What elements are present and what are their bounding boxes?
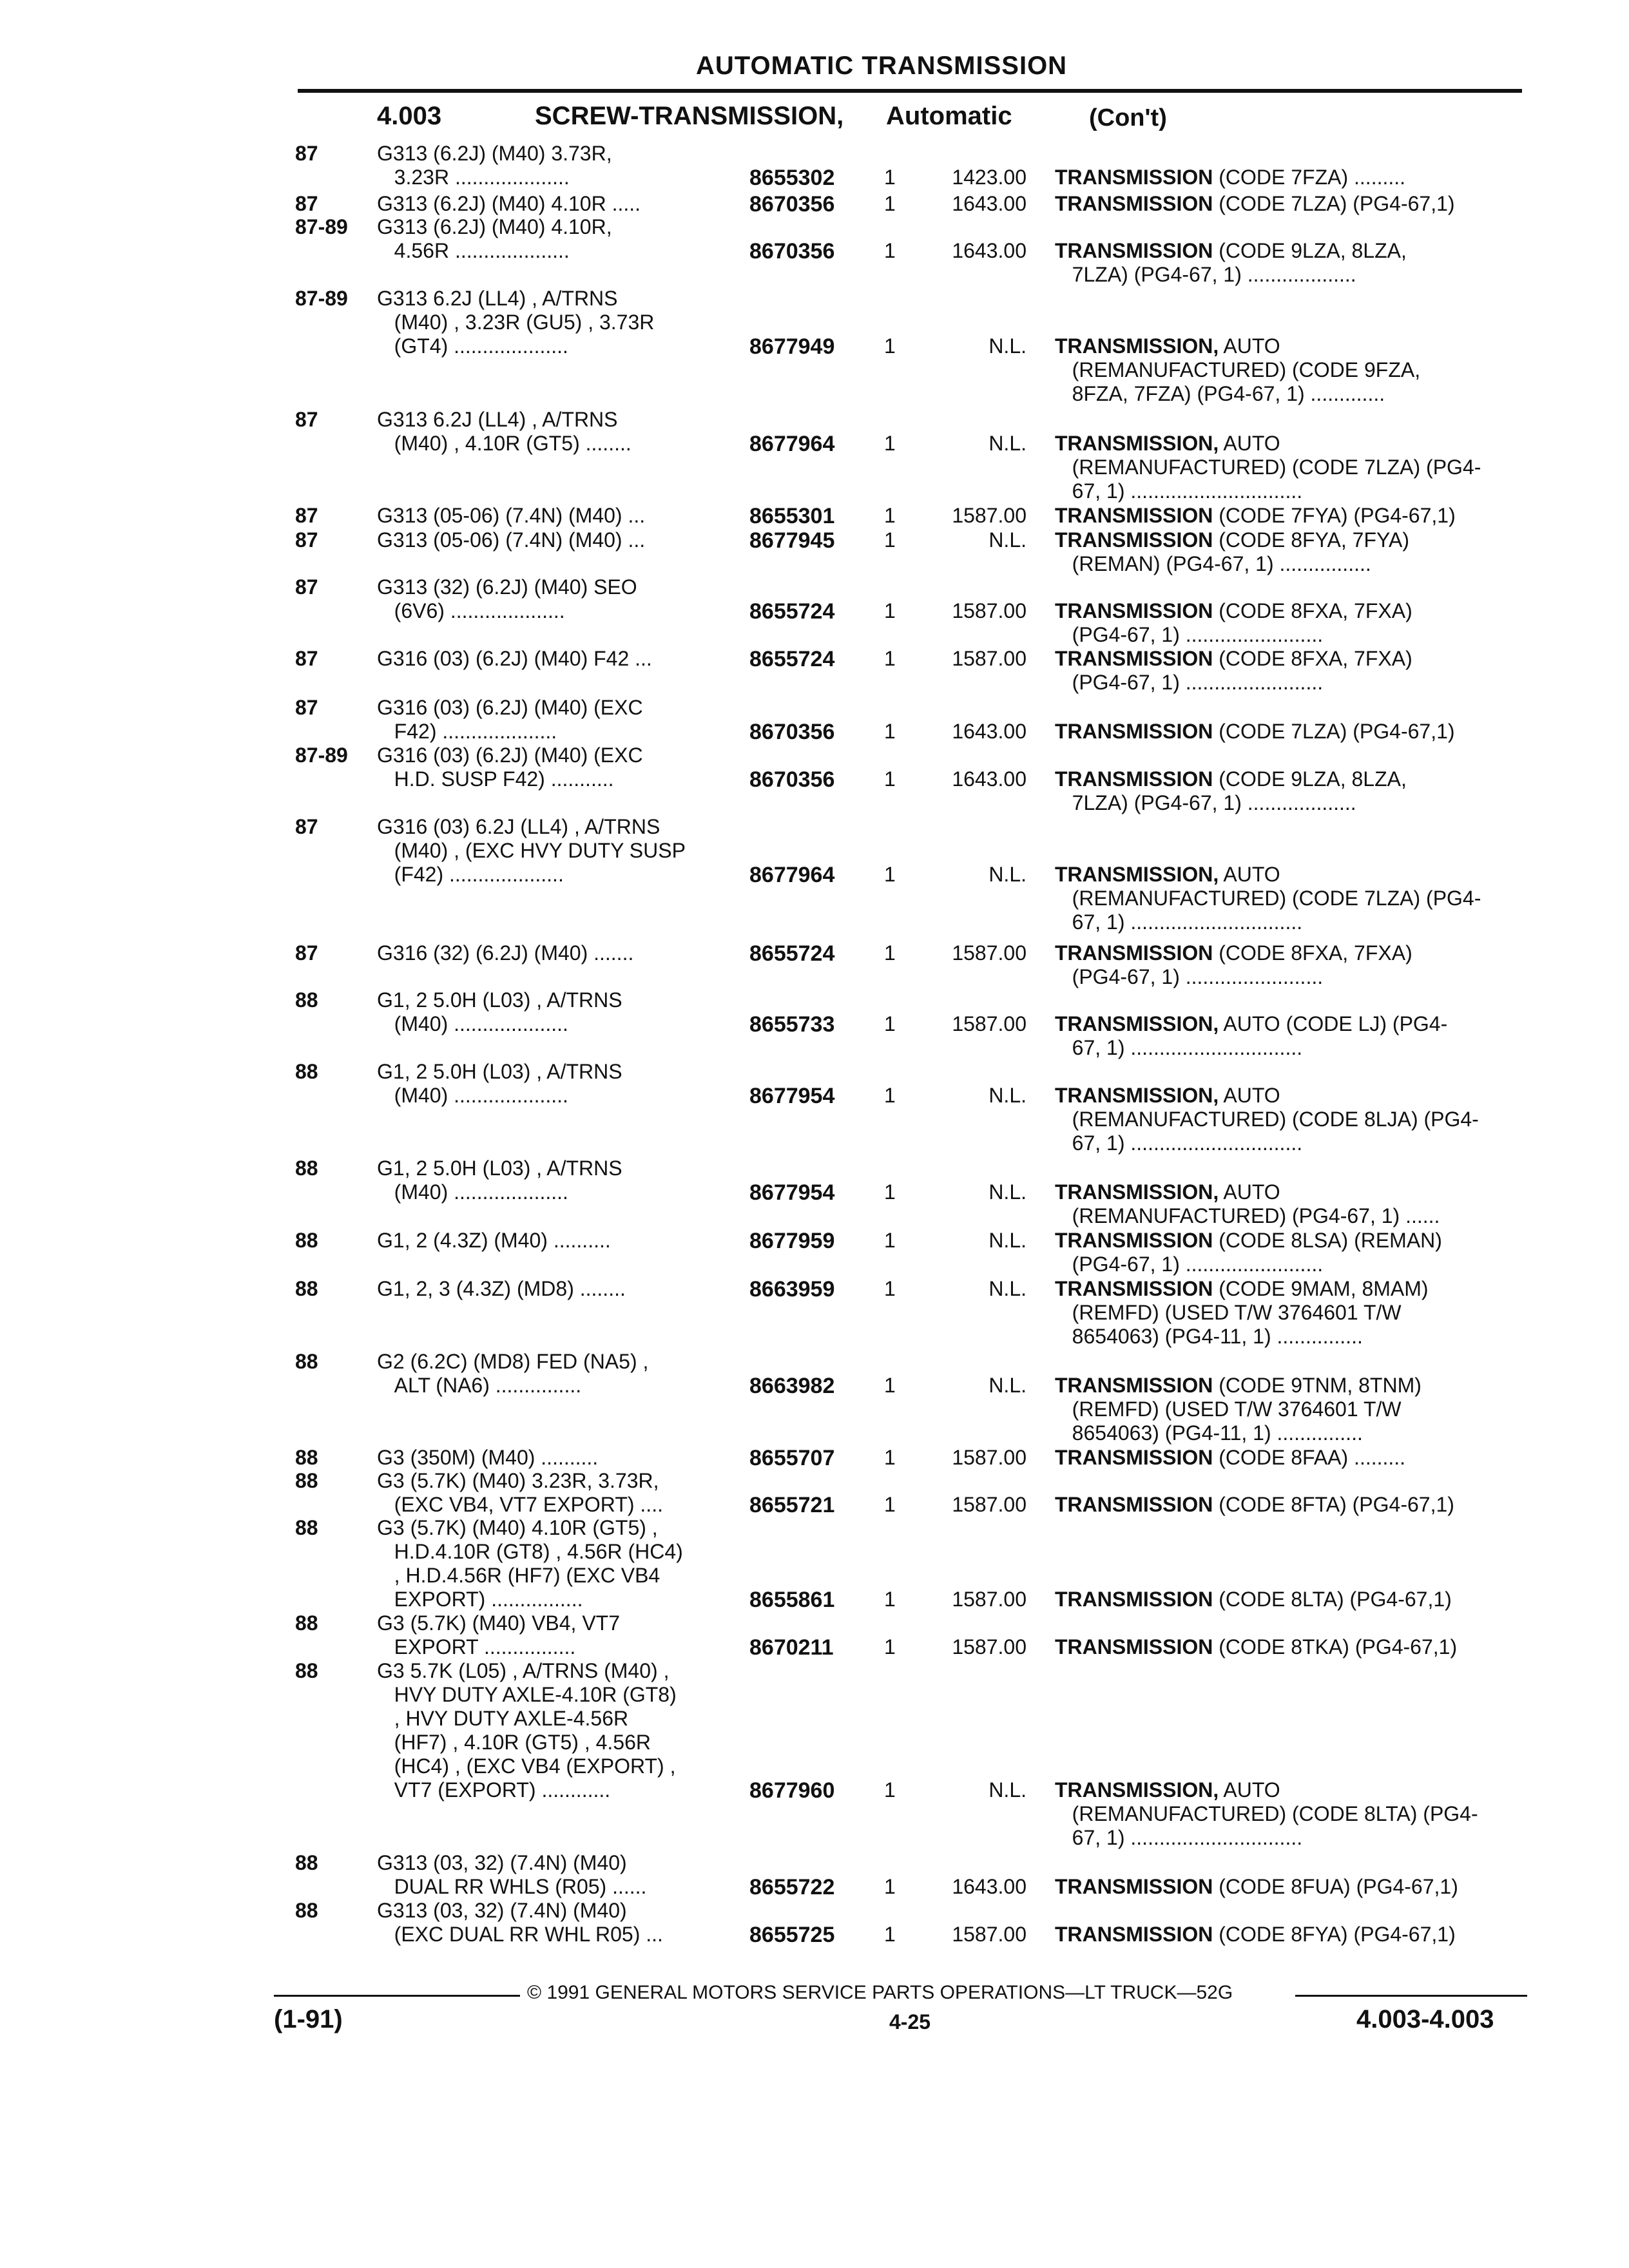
part-name-keyword: TRANSMISSION: [1055, 599, 1213, 622]
price: N.L.: [988, 528, 1027, 552]
part-number: 8677945: [749, 528, 835, 553]
application-description: G3 (350M) (M40) ..........: [377, 1446, 599, 1469]
part-name-keyword: TRANSMISSION: [1055, 528, 1213, 552]
model-year: 88: [295, 1277, 318, 1300]
application-description: G313 (05-06) (7.4N) (M40) ...: [377, 528, 646, 552]
part-name-keyword: TRANSMISSION: [1055, 1493, 1213, 1516]
quantity: 1: [884, 1277, 896, 1300]
model-year: 88: [295, 1229, 318, 1252]
part-number: 8677959: [749, 1229, 835, 1253]
part-name-keyword: TRANSMISSION: [1055, 1446, 1213, 1469]
part-number: 8655861: [749, 1588, 835, 1612]
part-name: TRANSMISSION (CODE 7FZA) .........: [1055, 166, 1406, 189]
section-title: SCREW-TRANSMISSION,: [535, 102, 844, 130]
application-description: G316 (03) (6.2J) (M40) F42 ...: [377, 647, 652, 670]
application-description: G313 (32) (6.2J) (M40) SEO (6V6) ....................: [377, 575, 637, 622]
part-number: 8677964: [749, 432, 835, 456]
model-year: 88: [295, 1157, 318, 1180]
part-name: TRANSMISSION, AUTO (REMANUFACTURED) (PG4-67, 1) ......: [1055, 1180, 1440, 1227]
part-name-keyword: TRANSMISSION: [1055, 941, 1213, 965]
application-description: G316 (32) (6.2J) (M40) .......: [377, 941, 634, 965]
parts-row: [0, 408, 1629, 503]
model-year: 88: [295, 1611, 318, 1635]
quantity: 1: [884, 941, 896, 965]
model-year: 87: [295, 941, 318, 965]
part-name: TRANSMISSION (CODE 8FXA, 7FXA) (PG4-67, 1) ........................: [1055, 941, 1412, 988]
part-name-keyword: TRANSMISSION: [1055, 1875, 1213, 1898]
application-description: G3 (5.7K) (M40) VB4, VT7 EXPORT ................: [377, 1611, 621, 1658]
parts-row: [0, 941, 1629, 988]
part-name-keyword: TRANSMISSION: [1055, 504, 1213, 527]
part-name-keyword: TRANSMISSION: [1055, 1635, 1213, 1658]
application-description: G3 (5.7K) (M40) 3.23R, 3.73R, (EXC VB4, VT7 EXPORT) ....: [377, 1469, 663, 1516]
model-year: 87: [295, 408, 318, 431]
part-name: TRANSMISSION (CODE 7LZA) (PG4-67,1): [1055, 720, 1455, 743]
application-description: G316 (03) 6.2J (LL4) , A/TRNS (M40) , (EXC HVY DUTY SUSP (F42) ....................: [377, 815, 686, 886]
price: 1587.00: [952, 504, 1027, 527]
part-number: 8655707: [749, 1446, 835, 1470]
model-year: 87: [295, 575, 318, 599]
part-number: 8655733: [749, 1012, 835, 1037]
application-description: G1, 2 (4.3Z) (M40) ..........: [377, 1229, 611, 1252]
part-name: TRANSMISSION (CODE 8FYA, 7FYA) (REMAN) (PG4-67, 1) ................: [1055, 528, 1409, 575]
part-number: 8655725: [749, 1923, 835, 1947]
price: 1587.00: [952, 941, 1027, 965]
price: 1643.00: [952, 192, 1027, 215]
price: 1587.00: [952, 1588, 1027, 1611]
part-name: TRANSMISSION (CODE 8FXA, 7FXA) (PG4-67, 1) ........................: [1055, 599, 1412, 646]
quantity: 1: [884, 1493, 896, 1516]
price: N.L.: [988, 1778, 1027, 1802]
part-name: TRANSMISSION, AUTO (REMANUFACTURED) (CODE 7LZA) (PG4- 67, 1) ..............................: [1055, 863, 1481, 934]
model-year: 87: [295, 192, 318, 215]
price: 1587.00: [952, 1923, 1027, 1946]
model-year: 87-89: [295, 744, 348, 767]
part-number: 8655724: [749, 599, 835, 624]
price: N.L.: [988, 1180, 1027, 1204]
model-year: 87: [295, 815, 318, 838]
parts-row: [0, 142, 1629, 190]
price: N.L.: [988, 1229, 1027, 1252]
part-name-keyword: TRANSMISSION: [1055, 1588, 1213, 1611]
model-year: 87: [295, 696, 318, 719]
parts-row: [0, 988, 1629, 1059]
part-number: 8670356: [749, 720, 835, 744]
price: 1587.00: [952, 1446, 1027, 1469]
price: 1587.00: [952, 599, 1027, 622]
footer-copyright: © 1991 GENERAL MOTORS SERVICE PARTS OPERATIONS—LT TRUCK—52G: [527, 1982, 1233, 2003]
application-description: G1, 2 5.0H (L03) , A/TRNS (M40) ....................: [377, 1157, 622, 1204]
part-name-keyword: TRANSMISSION: [1055, 1374, 1213, 1397]
application-description: G1, 2, 3 (4.3Z) (MD8) ........: [377, 1277, 626, 1300]
quantity: 1: [884, 166, 896, 189]
price: 1587.00: [952, 647, 1027, 670]
model-year: 87: [295, 504, 318, 527]
part-number: 8670356: [749, 239, 835, 264]
part-number: 8655301: [749, 504, 835, 528]
model-year: 87: [295, 528, 318, 552]
model-year: 88: [295, 1659, 318, 1682]
application-description: G1, 2 5.0H (L03) , A/TRNS (M40) ....................: [377, 1060, 622, 1107]
application-description: G316 (03) (6.2J) (M40) (EXC H.D. SUSP F42) ...........: [377, 744, 643, 791]
parts-row: [0, 696, 1629, 744]
part-name: TRANSMISSION (CODE 9TNM, 8TNM) (REMFD) (USED T/W 3764601 T/W 8654063) (PG4-11, 1) ...............: [1055, 1374, 1422, 1445]
part-name: TRANSMISSION, AUTO (CODE LJ) (PG4- 67, 1) ..............................: [1055, 1012, 1448, 1059]
price: N.L.: [988, 334, 1027, 358]
part-number: 8677954: [749, 1180, 835, 1205]
model-year: 88: [295, 1851, 318, 1874]
quantity: 1: [884, 432, 896, 455]
part-name-keyword: TRANSMISSION: [1055, 1277, 1213, 1300]
quantity: 1: [884, 1778, 896, 1802]
part-name-keyword: TRANSMISSION,: [1055, 863, 1219, 886]
price: N.L.: [988, 863, 1027, 886]
model-year: 87: [295, 647, 318, 670]
model-year: 88: [295, 1469, 318, 1492]
part-name: TRANSMISSION (CODE 7FYA) (PG4-67,1): [1055, 504, 1456, 527]
quantity: 1: [884, 1635, 896, 1658]
part-name-keyword: TRANSMISSION,: [1055, 432, 1219, 455]
quantity: 1: [884, 1084, 896, 1107]
quantity: 1: [884, 767, 896, 791]
price: 1587.00: [952, 1012, 1027, 1035]
parts-row: [0, 744, 1629, 814]
price: N.L.: [988, 432, 1027, 455]
part-name: TRANSMISSION, AUTO (REMANUFACTURED) (CODE 8LTA) (PG4- 67, 1) ..............................: [1055, 1778, 1478, 1849]
part-name-keyword: TRANSMISSION,: [1055, 334, 1219, 358]
application-description: G1, 2 5.0H (L03) , A/TRNS (M40) ....................: [377, 988, 622, 1035]
quantity: 1: [884, 528, 896, 552]
part-name-keyword: TRANSMISSION: [1055, 647, 1213, 670]
part-number: 8655724: [749, 941, 835, 966]
application-description: G313 (6.2J) (M40) 3.73R, 3.23R ....................: [377, 142, 612, 189]
part-name-keyword: TRANSMISSION: [1055, 1229, 1213, 1252]
price: 1643.00: [952, 767, 1027, 791]
parts-row: [0, 192, 1629, 218]
part-name: TRANSMISSION, AUTO (REMANUFACTURED) (CODE 9FZA, 8FZA, 7FZA) (PG4-67, 1) .............: [1055, 334, 1421, 405]
application-description: G313 (05-06) (7.4N) (M40) ...: [377, 504, 646, 527]
part-name: TRANSMISSION (CODE 7LZA) (PG4-67,1): [1055, 192, 1455, 215]
part-number: 8677954: [749, 1084, 835, 1108]
quantity: 1: [884, 1875, 896, 1898]
application-description: G313 (6.2J) (M40) 4.10R .....: [377, 192, 641, 215]
part-number: 8670356: [749, 767, 835, 792]
part-name-keyword: TRANSMISSION: [1055, 192, 1213, 215]
model-year: 88: [295, 1516, 318, 1539]
footer-page-number: 4-25: [889, 2010, 931, 2033]
quantity: 1: [884, 192, 896, 215]
quantity: 1: [884, 599, 896, 622]
parts-row: [0, 815, 1629, 934]
application-description: G313 (03, 32) (7.4N) (M40) (EXC DUAL RR WHL R05) ...: [377, 1899, 663, 1946]
application-description: G3 5.7K (L05) , A/TRNS (M40) , HVY DUTY AXLE-4.10R (GT8) , HVY DUTY AXLE-4.56R (HF7) , 4.10R (GT5) , 4.56R (HC4) , (EXC VB4 (EXPORT) , VT7 (EXPORT) ............: [377, 1659, 677, 1802]
model-year: 88: [295, 1446, 318, 1469]
footer-rule-right: [1295, 1995, 1527, 1997]
part-name-keyword: TRANSMISSION: [1055, 166, 1213, 189]
parts-row: [0, 504, 1629, 530]
footer-date-code: (1-91): [274, 2005, 343, 2033]
parts-row: [0, 1659, 1629, 1849]
quantity: 1: [884, 239, 896, 262]
price: N.L.: [988, 1084, 1027, 1107]
part-name: TRANSMISSION (CODE 8LTA) (PG4-67,1): [1055, 1588, 1452, 1611]
quantity: 1: [884, 334, 896, 358]
application-description: G313 6.2J (LL4) , A/TRNS (M40) , 3.23R (GU5) , 3.73R (GT4) ....................: [377, 287, 655, 358]
parts-row: [0, 647, 1629, 694]
part-name-keyword: TRANSMISSION,: [1055, 1084, 1219, 1107]
part-name: TRANSMISSION (CODE 8FTA) (PG4-67,1): [1055, 1493, 1454, 1516]
part-name-keyword: TRANSMISSION: [1055, 1923, 1213, 1946]
part-name: TRANSMISSION (CODE 8FAA) .........: [1055, 1446, 1406, 1469]
model-year: 87-89: [295, 287, 348, 310]
price: N.L.: [988, 1374, 1027, 1397]
model-year: 87: [295, 142, 318, 165]
application-description: G313 (6.2J) (M40) 4.10R, 4.56R ....................: [377, 215, 612, 262]
part-name-keyword: TRANSMISSION: [1055, 720, 1213, 743]
parts-row: [0, 1060, 1629, 1155]
parts-row: [0, 1516, 1629, 1612]
quantity: 1: [884, 1374, 896, 1397]
price: N.L.: [988, 1277, 1027, 1300]
parts-row: [0, 575, 1629, 646]
price: 1423.00: [952, 166, 1027, 189]
application-description: G313 6.2J (LL4) , A/TRNS (M40) , 4.10R (GT5) ........: [377, 408, 631, 455]
parts-row: [0, 1899, 1629, 1947]
model-year: 88: [295, 988, 318, 1012]
part-number: 8677960: [749, 1778, 835, 1803]
page-title: AUTOMATIC TRANSMISSION: [696, 52, 1068, 80]
parts-row: [0, 1350, 1629, 1445]
part-name: TRANSMISSION (CODE 8LSA) (REMAN) (PG4-67, 1) ........................: [1055, 1229, 1442, 1276]
footer-page-range: 4.003-4.003: [1356, 2005, 1494, 2033]
section-number: 4.003: [377, 102, 442, 130]
part-number: 8663982: [749, 1374, 835, 1398]
part-name-keyword: TRANSMISSION,: [1055, 1180, 1219, 1204]
application-description: G3 (5.7K) (M40) 4.10R (GT5) , H.D.4.10R (GT8) , 4.56R (HC4) , H.D.4.56R (HF7) (EXC VB4 EXPORT) ................: [377, 1516, 683, 1611]
footer-rule-left: [274, 1995, 520, 1997]
parts-row: [0, 1851, 1629, 1899]
quantity: 1: [884, 1446, 896, 1469]
application-description: G2 (6.2C) (MD8) FED (NA5) , ALT (NA6) ...............: [377, 1350, 649, 1397]
part-number: 8663959: [749, 1277, 835, 1302]
quantity: 1: [884, 1923, 896, 1946]
part-number: 8655722: [749, 1875, 835, 1899]
model-year: 88: [295, 1899, 318, 1922]
quantity: 1: [884, 1588, 896, 1611]
parts-row: [0, 1611, 1629, 1660]
parts-row: [0, 1277, 1629, 1348]
part-name: TRANSMISSION (CODE 9LZA, 8LZA, 7LZA) (PG4-67, 1) ...................: [1055, 239, 1407, 286]
quantity: 1: [884, 1012, 896, 1035]
part-name: TRANSMISSION (CODE 9MAM, 8MAM) (REMFD) (USED T/W 3764601 T/W 8654063) (PG4-11, 1) ...............: [1055, 1277, 1429, 1348]
part-name-keyword: TRANSMISSION: [1055, 239, 1213, 262]
part-name: TRANSMISSION (CODE 8FXA, 7FXA) (PG4-67, 1) ........................: [1055, 647, 1412, 694]
part-number: 8655724: [749, 647, 835, 671]
part-name: TRANSMISSION, AUTO (REMANUFACTURED) (CODE 7LZA) (PG4- 67, 1) ..............................: [1055, 432, 1481, 503]
price: 1643.00: [952, 720, 1027, 743]
part-name-keyword: TRANSMISSION,: [1055, 1012, 1219, 1035]
part-number: 8670356: [749, 192, 835, 216]
parts-row: [0, 287, 1629, 405]
quantity: 1: [884, 647, 896, 670]
quantity: 1: [884, 863, 896, 886]
parts-row: [0, 1469, 1629, 1517]
part-number: 8670211: [749, 1635, 834, 1660]
section-title-type: Automatic: [886, 102, 1012, 130]
parts-row: [0, 1446, 1629, 1472]
part-name: TRANSMISSION, AUTO (REMANUFACTURED) (CODE 8LJA) (PG4- 67, 1) ..............................: [1055, 1084, 1479, 1155]
part-name: TRANSMISSION (CODE 9LZA, 8LZA, 7LZA) (PG4-67, 1) ...................: [1055, 767, 1407, 814]
price: 1643.00: [952, 1875, 1027, 1898]
price: 1587.00: [952, 1493, 1027, 1516]
model-year: 88: [295, 1060, 318, 1083]
part-name-keyword: TRANSMISSION: [1055, 767, 1213, 791]
quantity: 1: [884, 720, 896, 743]
parts-row: [0, 1157, 1629, 1227]
part-name: TRANSMISSION (CODE 8FYA) (PG4-67,1): [1055, 1923, 1456, 1946]
parts-row: [0, 1229, 1629, 1276]
part-number: 8655721: [749, 1493, 835, 1517]
part-name: TRANSMISSION (CODE 8FUA) (PG4-67,1): [1055, 1875, 1458, 1898]
model-year: 88: [295, 1350, 318, 1373]
price: 1587.00: [952, 1635, 1027, 1658]
part-name-keyword: TRANSMISSION,: [1055, 1778, 1219, 1802]
part-name: TRANSMISSION (CODE 8TKA) (PG4-67,1): [1055, 1635, 1458, 1658]
application-description: G313 (03, 32) (7.4N) (M40) DUAL RR WHLS (R05) ......: [377, 1851, 647, 1898]
quantity: 1: [884, 504, 896, 527]
quantity: 1: [884, 1229, 896, 1252]
part-number: 8677949: [749, 334, 835, 359]
parts-row: [0, 215, 1629, 286]
section-continued: (Con't): [1089, 104, 1167, 131]
application-description: G316 (03) (6.2J) (M40) (EXC F42) ....................: [377, 696, 643, 743]
quantity: 1: [884, 1180, 896, 1204]
model-year: 87-89: [295, 215, 348, 238]
parts-row: [0, 528, 1629, 575]
price: 1643.00: [952, 239, 1027, 262]
part-number: 8677964: [749, 863, 835, 887]
part-number: 8655302: [749, 166, 835, 190]
